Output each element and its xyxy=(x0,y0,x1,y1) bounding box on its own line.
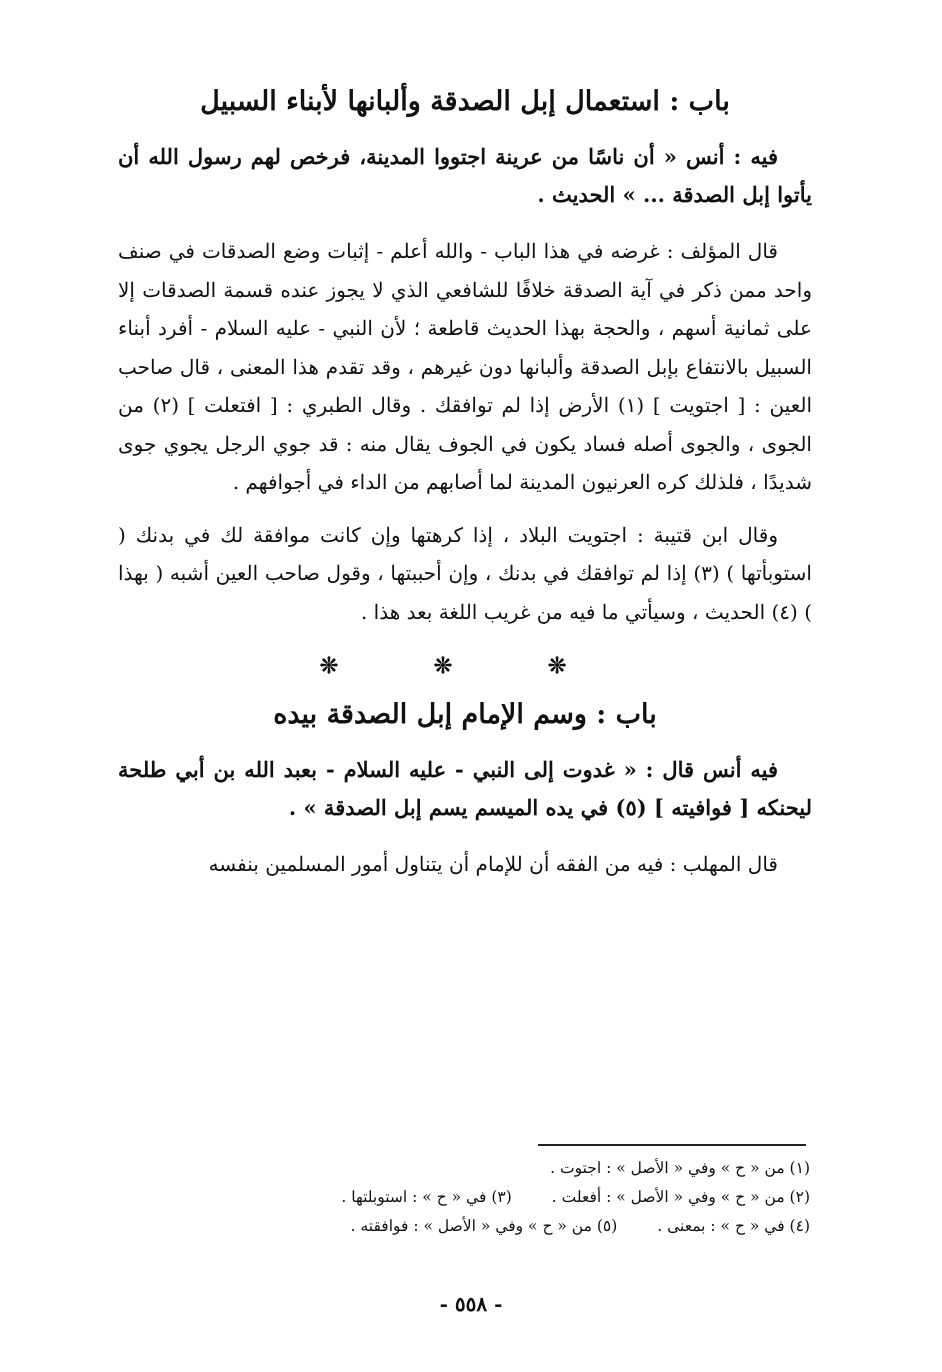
footnote-3: (٣) في « ح » : استوبلتها . xyxy=(341,1188,512,1206)
footnote-separator xyxy=(538,1144,806,1146)
footnote-5: (٥) من « ح » وفي « الأصل » : فوافقته . xyxy=(350,1217,618,1235)
page-number: - ٥٥٨ - xyxy=(439,1292,503,1316)
commentary-paragraph-1: قال المؤلف : غرضه في هذا الباب - والله أعلم - إثبات وضع الصدقات في صنف واحد ممن ذكر في آية الصدقة خلافًا للشافعي الذي لا يجوز عنده قسمة الصدقات إلا على ثمانية أسهم ، والحجة بهذا الحديث قاطعة ؛ لأن النبي - عليه السلام - أفرد أبناء السبيل بالانتفاع بإبل الصدقة وألبانها دون غيرهم ، وقد تقدم هذا المعنى ، قال صاحب العين : [ اجتويت ] (١) الأرض إذا لم توافقك . وقال الطبري : [ افتعلت ] (٢) من الجوى ، والجوى أصله فساد يكون في الجوف يقال منه : قد جوي الرجل يجوي جوى شديدًا ، فلذلك كره العرنيون المدينة لما أصابهم من الداء في أجوافهم . xyxy=(118,239,812,494)
footnotes xyxy=(130,1154,810,1241)
footnote-4: (٤) في « ح » : بمعنى . xyxy=(657,1217,810,1235)
footnote-row xyxy=(130,1154,810,1183)
footnote-row xyxy=(130,1183,810,1212)
section-title-2: باب : وسم الإمام إبل الصدقة بيده xyxy=(273,699,657,730)
footnote-1: (١) من « ح » وفي « الأصل » : اجتوت . xyxy=(550,1159,810,1177)
commentary-paragraph-3: قال المهلب : فيه من الفقه أن للإمام أن يتناول أمور المسلمين بنفسه xyxy=(208,852,778,876)
section-title-1: باب : استعمال إبل الصدقة وألبانها لأبناء السبيل xyxy=(200,86,730,117)
hadith-text-2: فيه أنس قال : « غدوت إلى النبي - عليه السلام - بعبد الله بن أبي طلحة ليحنكه [ فوافيته ] (٥) في يده الميسم يسم إبل الصدقة » . xyxy=(118,757,812,820)
hadith-text-1: فيه : أنس « أن ناسًا من عرينة اجتووا المدينة، فرخص لهم رسول الله أن يأتوا إبل الصدقة ... » الحديث . xyxy=(118,144,812,207)
page-body xyxy=(118,80,812,898)
section-divider: ❊ ❊ ❊ xyxy=(319,653,611,679)
footnote-row xyxy=(130,1212,810,1241)
footnote-2: (٢) من « ح » وفي « الأصل » : أفعلت . xyxy=(551,1188,810,1206)
commentary-paragraph-2: وقال ابن قتيبة : اجتويت البلاد ، إذا كرهتها وإن كانت موافقة لك في بدنك ( استوبأتها ) (٣) إذا لم توافقك في بدنك ، وإن أحببتها ، وقول صاحب العين أشبه ( بهذا ) (٤) الحديث ، وسيأتي ما فيه من غريب اللغة بعد هذا . xyxy=(118,522,812,624)
